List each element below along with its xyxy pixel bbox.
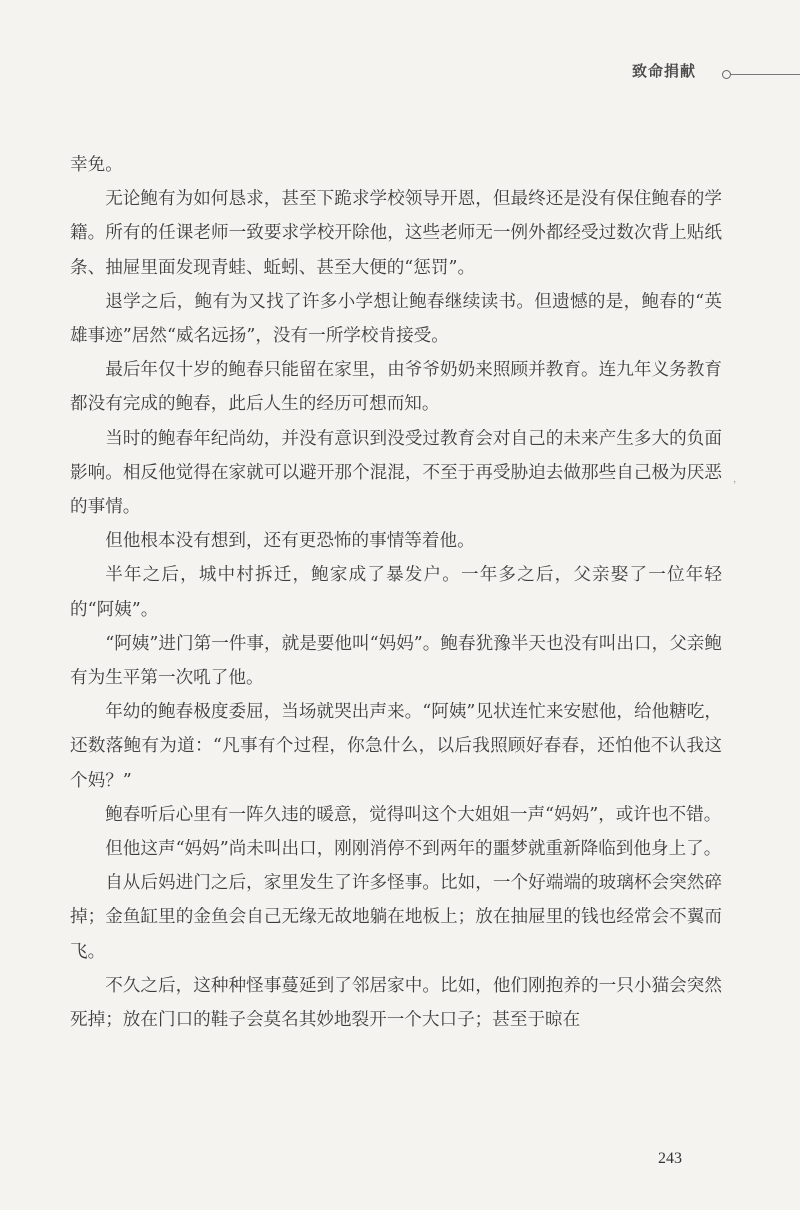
- page-number: 243: [658, 1150, 682, 1167]
- paragraph: 半年之后，城中村拆迁，鲍家成了暴发户。一年多之后，父亲娶了一位年轻的“阿姨”。: [70, 565, 722, 620]
- ornament-rule: [731, 74, 800, 75]
- running-header: [500, 54, 800, 90]
- paragraph: 不久之后，这种种怪事蔓延到了邻居家中。比如，他们刚抱养的一只小猫会突然死掉；放在门口的鞋子会莫名其妙地裂开一个大口子；甚至于晾在: [70, 975, 722, 1031]
- margin-mark: ，: [733, 474, 743, 485]
- paragraph: 但他这声“妈妈”尚未叫出口，刚刚消停不到两年的噩梦就重新降临到他身上了。: [105, 839, 722, 860]
- paragraph: 幸免。: [70, 155, 123, 175]
- ornament-circle-icon: [722, 70, 731, 79]
- paragraph: 自从后妈进门之后，家里发生了许多怪事。比如，一个好端端的玻璃杯会突然碎掉；金鱼缸里的金鱼会自己无缘无故地躺在地板上；放在抽屉里的钱也经常会不翼而飞。: [70, 873, 722, 962]
- paragraph: 当时的鲍春年纪尚幼，并没有意识到没受过教育会对自己的未来产生多大的负面影响。相反他觉得在家就可以避开那个混混，不至于再受胁迫去做那些自己极为厌恶的事情。: [70, 428, 722, 518]
- paragraph: 最后年仅十岁的鲍春只能留在家里，由爷爷奶奶来照顾并教育。连九年义务教育都没有完成的鲍春，此后人生的经历可想而知。: [70, 360, 722, 415]
- header-title: 致命捐献: [631, 62, 696, 80]
- body-text: [70, 148, 722, 1037]
- paragraph: 无论鲍有为如何恳求，甚至下跪求学校领导开恩，但最终还是没有保住鲍春的学籍。所有的任课老师一致要求学校开除他，这些老师无一例外都经受过数次背上贴纸条、抽屉里面发现青蛙、蚯蚓、甚至大便的“惩罚”。: [70, 189, 722, 278]
- paragraph: 退学之后，鲍有为又找了许多小学想让鲍春继续读书。但遗憾的是，鲍春的“英雄事迹”居然“威名远扬”，没有一所学校肯接受。: [70, 291, 722, 347]
- header-ornament-line: [722, 70, 800, 80]
- paragraph: 但他根本没有想到，还有更恐怖的事情等着他。: [105, 531, 475, 552]
- paragraph: 鲍春听后心里有一阵久违的暖意，觉得叫这个大姐姐一声“妈妈”，或许也不错。: [105, 804, 722, 825]
- paragraph: “阿姨”进门第一件事，就是要他叫“妈妈”。鲍春犹豫半天也没有叫出口，父亲鲍有为生平第一次吼了他。: [70, 633, 722, 689]
- paragraph: 年幼的鲍春极度委屈，当场就哭出声来。“阿姨”见状连忙来安慰他，给他糖吃，还数落鲍有为道：“凡事有个过程，你急什么，以后我照顾好春春，还怕他不认我这个妈？”: [70, 702, 722, 791]
